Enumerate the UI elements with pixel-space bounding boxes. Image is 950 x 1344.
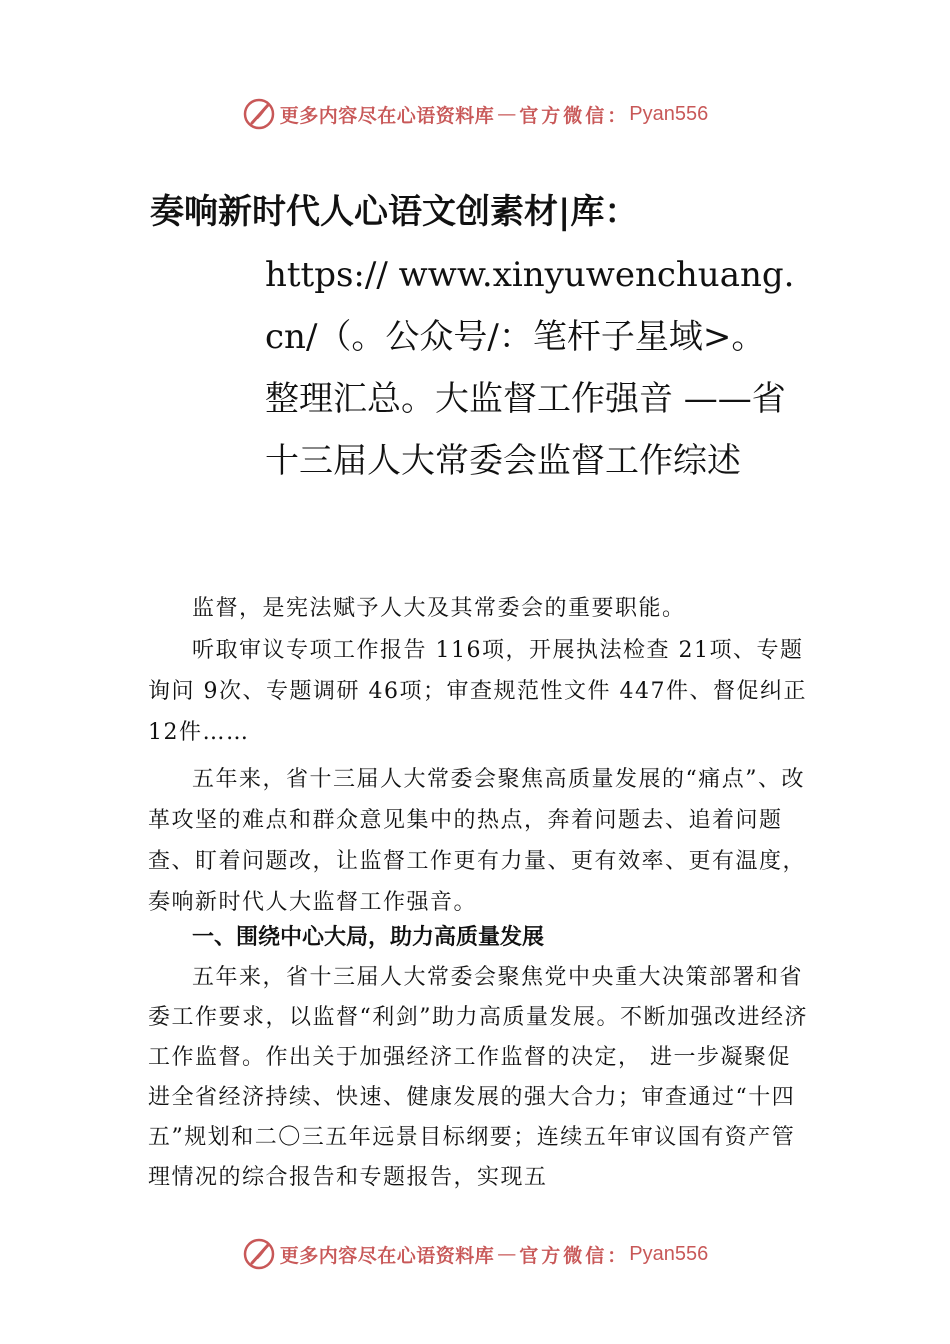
banner-separator: — [497,1243,517,1265]
banner-wechat-id: Pyan556 [629,102,709,125]
document-title-first-line: 奏响新时代人心语文创素材|库： [150,192,639,232]
banner-official-label: 官方微信： [519,104,630,127]
banner-brand: 更多内容尽在心语资料库 [279,104,495,127]
banner-brand: 更多内容尽在心语资料库 [279,1244,495,1267]
paragraph-section-1: 五年来，省十三届人大常委会聚焦党中央重大决策部署和省委工作要求，以监督“利剑”助力高质量发展。不断加强改进经济工作监督。作出关于加强经济工作监督的决定， 进一步凝聚促进全省经济持续、快速、健康发展的强大合力；审查通过“十四五”规划和二〇三五年远景目标纲要；连续五年审议国有资产管理情况的综合报告和专题报告，实现五 [148,965,808,1190]
paragraph-statistics: 听取审议专项工作报告 116项，开展执法检查 21项、专题询问 9次、专题调研 46项；审查规范性文件 447件、督促纠正 12件…… [148,638,807,745]
banner-wechat-id: Pyan556 [629,1242,709,1265]
quill-logo-icon [242,97,276,131]
header-banner [0,92,950,136]
paragraph-summary: 五年来，省十三届人大常委会聚焦高质量发展的“痛点”、改革攻坚的难点和群众意见集中的热点，奔着问题去、追着问题查、盯着问题改，让监督工作更有力量、更有效率、更有温度，奏响新时代人大监督工作强音。 [148,767,807,915]
banner-separator: — [497,103,517,125]
banner-official-label: 官方微信： [519,1244,630,1267]
section-heading-1: 一、围绕中心大局，助力高质量发展 [192,925,545,950]
quill-logo-icon [242,1237,276,1271]
footer-banner [0,1232,950,1276]
paragraph-intro: 监督，是宪法赋予人大及其常委会的重要职能。 [192,596,686,621]
document-title-rest: https:// www.xinyuwenchuang.cn/（。公众号/：笔杆子星域>。整理汇总。大监督工作强音 ——省十三届人大常委会监督工作综述 [265,255,795,481]
